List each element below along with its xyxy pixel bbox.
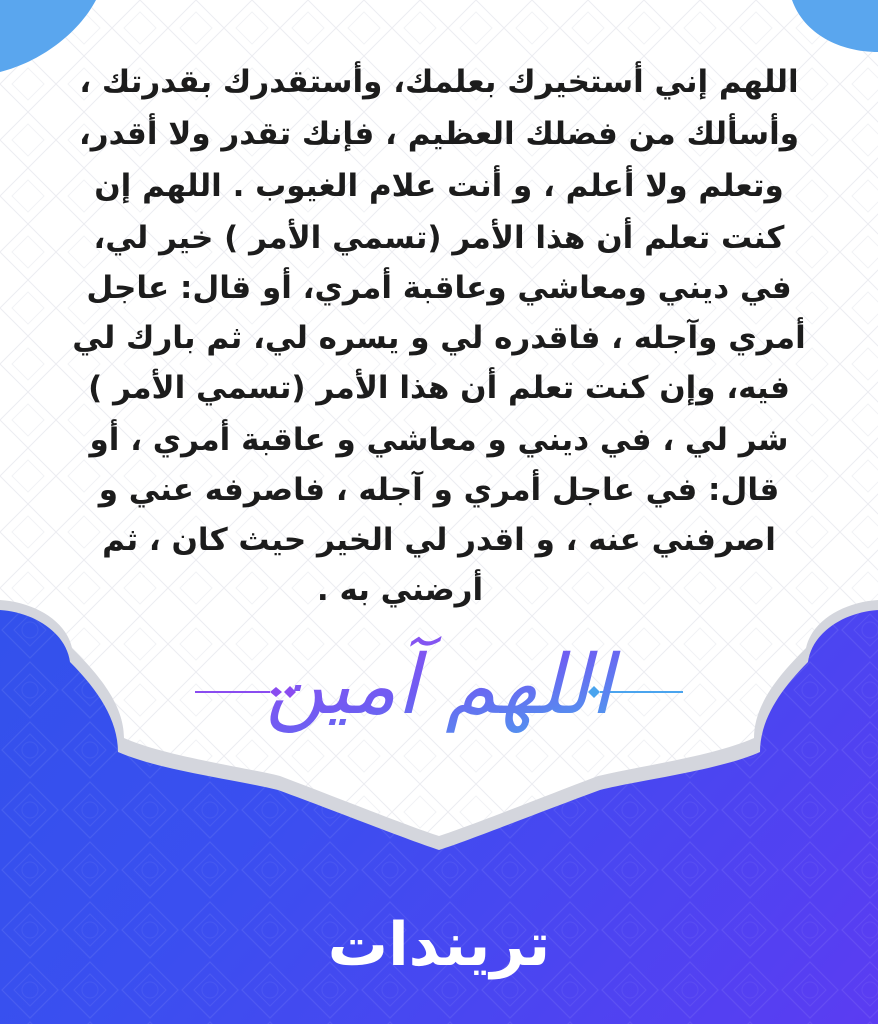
dua-line: أمري وآجله ، فاقدره لي و يسره لي، ثم بارك لي xyxy=(72,320,806,356)
dua-line: في ديني ومعاشي وعاقبة أمري، أو قال: عاجل xyxy=(86,270,792,306)
amen-calligraphy-text: اللهم آمين xyxy=(265,638,613,733)
dua-line: كنت تعلم أن هذا الأمر (تسمي الأمر ) خير لي، xyxy=(93,220,785,256)
dua-line: اللهم إني أستخيرك بعلمك، وأستقدرك بقدرتك ، xyxy=(79,64,799,100)
dua-line: فيه، وإن كنت تعلم أن هذا الأمر (تسمي الأمر ) xyxy=(88,370,790,406)
dua-line: اصرفني عنه ، و اقدر لي الخير حيث كان ، ثم xyxy=(102,522,776,558)
amen-calligraphy xyxy=(0,608,878,758)
dua-line: وأسألك من فضلك العظيم ، فإنك تقدر ولا أقدر، xyxy=(79,116,799,152)
dua-line: شر لي ، في ديني و معاشي و عاقبة أمري ، أو xyxy=(89,422,789,458)
brand-logo: تريندات xyxy=(327,910,551,980)
dua-line: قال: في عاجل أمري و آجله ، فاصرفه عني و xyxy=(98,472,780,508)
dua-line: وتعلم ولا أعلم ، و أنت علام الغيوب . اللهم إن xyxy=(94,168,784,204)
dua-line: أرضني به . xyxy=(316,572,484,608)
